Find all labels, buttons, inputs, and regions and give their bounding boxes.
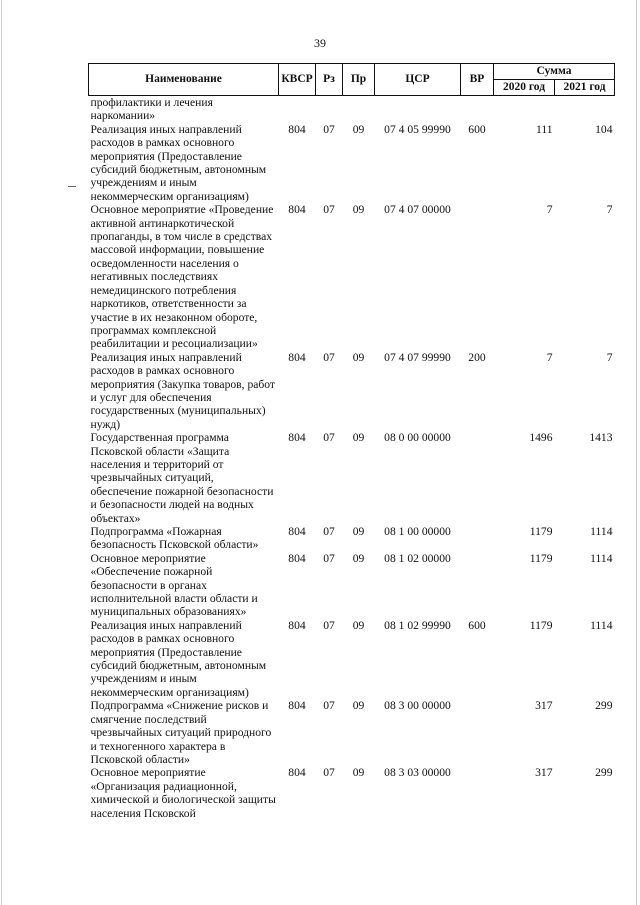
row-csr: 08 1 02 00000 [384, 551, 451, 565]
row-kvsr: 804 [288, 766, 306, 780]
header-rz: Рз [316, 64, 343, 96]
scan-mark [68, 186, 76, 187]
header-kvsr: КВСР [279, 64, 316, 96]
header-csr: ЦСР [375, 64, 461, 96]
row-csr: 07 4 05 99990 [384, 122, 451, 136]
row-name: Государственная программа Псковской области «Защита населения и территорий от чрезвычайных ситуаций, обеспечение пожарной безопасности и безопасности людей на водных объектах» [90, 431, 274, 525]
row-name: Подпрограмма «Пожарная безопасность Псковской области» [90, 525, 259, 552]
table-header [89, 64, 615, 96]
row-rz: 07 [323, 618, 335, 632]
row-pr: 09 [352, 618, 365, 632]
table-row [89, 766, 615, 820]
row-kvsr: 804 [288, 122, 306, 136]
row-csr: 08 0 00 00000 [384, 431, 451, 445]
row-rz [316, 96, 343, 123]
row-name: Основное мероприятие «Организация радиационной, химической и биологической защиты населения Псковской [90, 766, 276, 820]
row-sum-2021 [555, 96, 615, 123]
row-name: Реализация иных направлений расходов в рамках основного мероприятия (Закупка товаров, работ и услуг для обеспечения государственных (муниципальных) нужд) [90, 350, 275, 431]
row-name: профилактики и лечения наркомании» [90, 96, 213, 123]
row-sum-2021: 1114 [590, 618, 613, 632]
row-vr: 600 [468, 618, 486, 632]
row-pr: 09 [352, 431, 365, 445]
row-pr: 09 [352, 525, 365, 538]
row-name: Основное мероприятие «Проведение активной антинаркотической пропаганды, в том числе в средствах массовой информации, повышение осведомленности населения о негативных последствиях немедицинского потребления наркотиков, ответственности за участие в их незаконном обороте, программах комплексной реабилитации и ресоциализации» [90, 203, 274, 351]
row-kvsr: 804 [288, 551, 306, 565]
row-vr: 200 [468, 350, 486, 364]
row-pr [343, 96, 375, 123]
header-name: Наименование [89, 64, 279, 96]
row-name: Подпрограмма «Снижение рисков и смягчение последствий чрезвычайных ситуаций природного и техногенного характера в Псковской области» [90, 699, 272, 766]
row-kvsr [279, 96, 316, 123]
row-rz: 07 [323, 766, 335, 780]
row-name: Основное мероприятие «Обеспечение пожарной безопасности в органах исполнительной власти области и муниципальных образованиях» [90, 551, 258, 619]
row-vr [461, 431, 494, 525]
row-rz: 07 [323, 525, 335, 538]
row-kvsr: 804 [288, 618, 306, 632]
row-sum-2021: 1114 [590, 525, 613, 538]
row-sum-2020: 317 [535, 766, 553, 780]
table-row [89, 96, 615, 123]
table-row [89, 431, 615, 525]
row-pr: 09 [352, 203, 365, 217]
row-vr [461, 699, 494, 766]
row-sum-2020 [494, 96, 555, 123]
row-kvsr: 804 [288, 699, 306, 713]
row-sum-2021: 1413 [589, 431, 613, 445]
scan-edge-left [1, 0, 2, 905]
row-sum-2021: 7 [606, 350, 613, 364]
row-rz: 07 [323, 350, 335, 364]
row-csr [375, 96, 461, 123]
row-rz: 07 [323, 431, 335, 445]
row-sum-2020: 1179 [529, 525, 553, 538]
row-csr: 07 4 07 00000 [384, 203, 451, 217]
header-2020: 2020 год [494, 80, 555, 96]
row-kvsr: 804 [288, 525, 306, 538]
row-csr: 07 4 07 99990 [384, 350, 451, 364]
row-name: Реализация иных направлений расходов в рамках основного мероприятия (Предоставление субсидий бюджетным, автономным учреждениям и иным некоммерческим организациям) [90, 618, 267, 699]
header-pr: Пр [343, 64, 375, 96]
row-rz: 07 [323, 203, 335, 217]
row-sum-2021: 299 [595, 766, 613, 780]
page-number: 39 [314, 36, 326, 50]
row-sum-2020: 317 [535, 699, 553, 713]
row-sum-2020: 1179 [529, 551, 553, 565]
row-vr: 600 [468, 122, 486, 136]
row-vr [461, 525, 494, 552]
table-row [89, 619, 615, 699]
row-pr: 09 [352, 350, 365, 364]
table-row [89, 203, 615, 350]
scan-edge-right [636, 0, 637, 905]
header-sum: Сумма [494, 64, 615, 80]
row-sum-2021: 299 [595, 699, 613, 713]
row-vr [461, 203, 494, 350]
row-pr: 09 [352, 122, 365, 136]
table-row [89, 525, 615, 552]
row-sum-2021: 7 [606, 203, 613, 217]
table-row [89, 123, 615, 203]
table-row [89, 351, 615, 431]
header-vr: ВР [461, 64, 494, 96]
header-2021: 2021 год [555, 80, 615, 96]
row-sum-2020: 1496 [529, 431, 553, 445]
row-rz: 07 [323, 551, 335, 565]
row-rz: 07 [323, 699, 335, 713]
row-sum-2020: 111 [535, 122, 553, 136]
row-rz: 07 [323, 122, 335, 136]
row-kvsr: 804 [288, 431, 306, 445]
row-sum-2020: 7 [546, 350, 553, 364]
row-pr: 09 [352, 699, 365, 713]
row-vr [461, 96, 494, 123]
row-pr: 09 [352, 766, 365, 780]
row-kvsr: 804 [288, 203, 306, 217]
row-sum-2020: 1179 [529, 618, 553, 632]
row-kvsr: 804 [288, 350, 306, 364]
row-csr: 08 3 03 00000 [384, 766, 451, 780]
budget-table [88, 63, 615, 820]
row-pr: 09 [352, 551, 365, 565]
row-csr: 08 1 02 99990 [384, 618, 451, 632]
row-csr: 08 1 00 00000 [384, 525, 451, 538]
row-csr: 08 3 00 00000 [384, 699, 451, 713]
row-sum-2021: 104 [595, 122, 613, 136]
table-row [89, 552, 615, 619]
row-vr [461, 766, 494, 820]
table-row [89, 699, 615, 766]
row-name: Реализация иных направлений расходов в рамках основного мероприятия (Предоставление субсидий бюджетным, автономным учреждениям и иным некоммерческим организациям) [90, 122, 267, 203]
row-sum-2021: 1114 [590, 551, 613, 565]
row-vr [461, 552, 494, 619]
row-sum-2020: 7 [546, 203, 553, 217]
